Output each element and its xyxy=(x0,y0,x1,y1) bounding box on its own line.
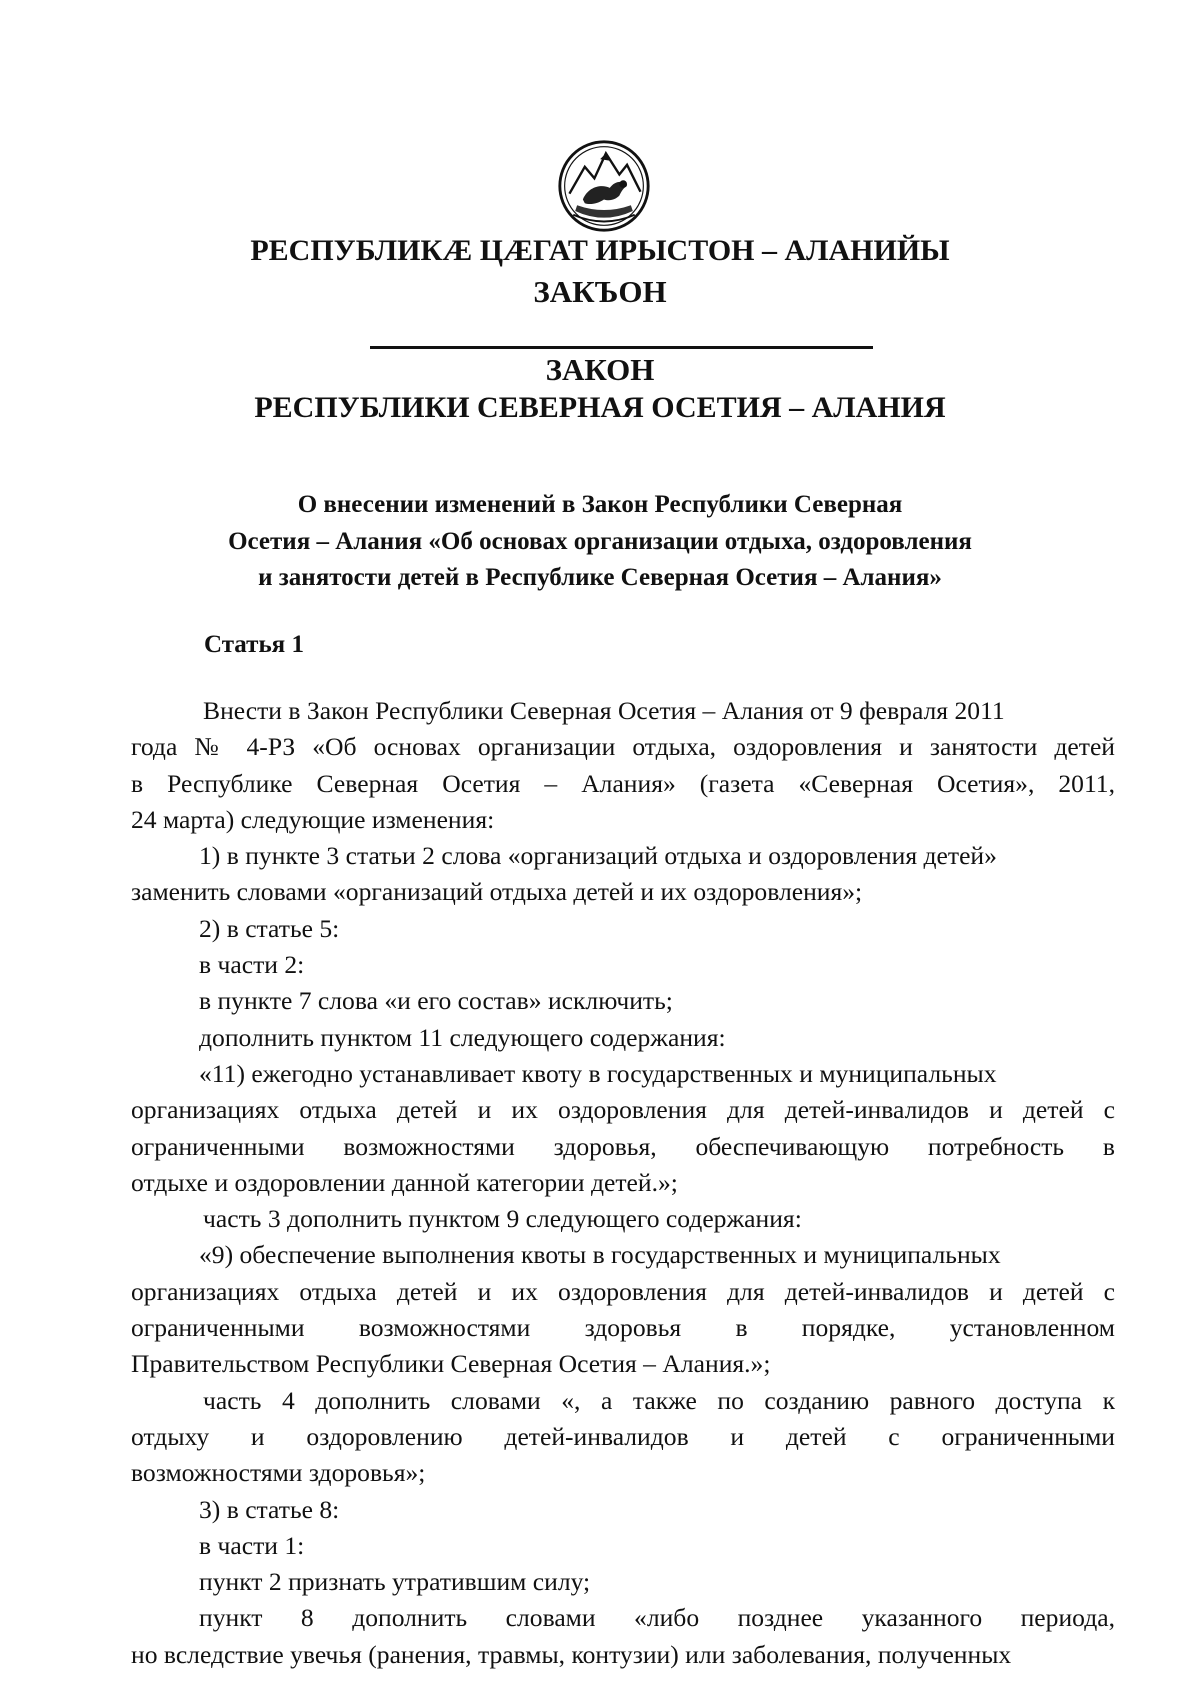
body-line: организациях отдыха детей и их оздоровления для детей-инвалидов и детей с xyxy=(131,1276,1115,1306)
law-title-line: О внесении изменений в Закон Республики Северная xyxy=(297,491,903,518)
law-title-line: и занятости детей в Республике Северная Осетия – Алания» xyxy=(258,564,942,591)
law-title xyxy=(140,487,1060,597)
article-body xyxy=(131,693,1115,1673)
law-heading: ЗАКОН xyxy=(545,352,655,387)
body-line: 3) в статье 8: xyxy=(199,1494,340,1524)
body-line: дополнить пунктом 11 следующего содержания: xyxy=(199,1022,726,1052)
ossetian-law-heading: ЗАКЪОН xyxy=(533,274,667,309)
article-heading: Статья 1 xyxy=(204,631,304,658)
body-line: но вследствие увечья (ранения, травмы, контузии) или заболевания, полученных xyxy=(131,1639,1012,1669)
body-line: года № 4-РЗ «Об основах организации отдыха, оздоровления и занятости детей xyxy=(131,732,1115,762)
republic-heading: РЕСПУБЛИКИ СЕВЕРНАЯ ОСЕТИЯ – АЛАНИЯ xyxy=(254,391,946,424)
body-line: отдыхе и оздоровлении данной категории детей.»; xyxy=(131,1167,678,1197)
ossetian-republic-heading: РЕСПУБЛИКÆ ЦÆГАТ ИРЫСТОН – АЛАНИЙЫ xyxy=(250,234,950,267)
body-line: ограниченными возможностями здоровья в порядке, установленном xyxy=(131,1313,1115,1343)
body-line: часть 3 дополнить пунктом 9 следующего содержания: xyxy=(203,1204,802,1234)
coat-of-arms-icon xyxy=(556,138,652,234)
body-line: заменить словами «организаций отдыха детей и их оздоровления»; xyxy=(131,877,863,907)
body-line: 1) в пункте 3 статьи 2 слова «организаций отдыха и оздоровления детей» xyxy=(199,841,997,871)
body-line: пункт 2 признать утратившим силу; xyxy=(199,1567,591,1597)
body-line: пункт 8 дополнить словами «либо позднее указанного периода, xyxy=(199,1603,1115,1633)
body-line: отдыху и оздоровлению детей-инвалидов и детей с ограниченными xyxy=(131,1421,1115,1451)
body-line: часть 4 дополнить словами «, а также по созданию равного доступа к xyxy=(203,1385,1115,1415)
body-line: «11) ежегодно устанавливает квоту в государственных и муниципальных xyxy=(199,1058,997,1088)
body-line: в части 1: xyxy=(199,1530,305,1560)
body-line: ограниченными возможностями здоровья, обеспечивающую потребность в xyxy=(131,1131,1115,1161)
body-line: 24 марта) следующие изменения: xyxy=(131,804,495,834)
law-title-line: Осетия – Алания «Об основах организации отдыха, оздоровления xyxy=(228,527,972,555)
body-line: в Республике Северная Осетия – Алания» (газета «Северная Осетия», 2011, xyxy=(131,768,1115,798)
divider-line xyxy=(370,346,873,349)
body-line: в части 2: xyxy=(199,950,305,980)
body-line: организациях отдыха детей и их оздоровления для детей-инвалидов и детей с xyxy=(131,1095,1115,1125)
body-line: Правительством Республики Северная Осетия – Алания.»; xyxy=(131,1349,771,1379)
body-line: «9) обеспечение выполнения квоты в государственных и муниципальных xyxy=(199,1240,1001,1270)
body-line: возможностями здоровья»; xyxy=(131,1458,426,1488)
body-line: в пункте 7 слова «и его состав» исключить; xyxy=(199,986,673,1016)
body-line: 2) в статье 5: xyxy=(199,913,340,943)
body-line: Внести в Закон Республики Северная Осетия – Алания от 9 февраля 2011 xyxy=(203,696,1005,725)
